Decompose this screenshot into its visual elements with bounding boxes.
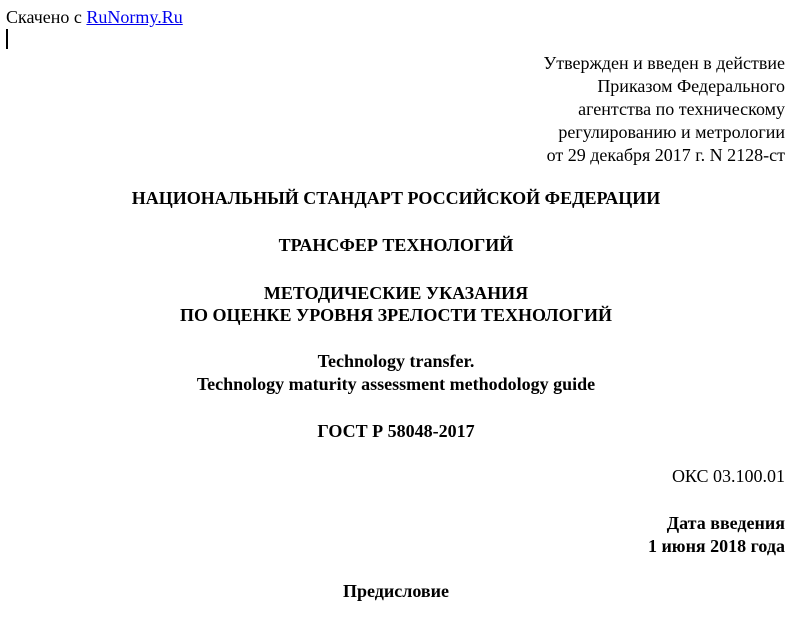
gost-designation: ГОСТ Р 58048-2017: [317, 421, 475, 441]
text-cursor: [6, 29, 8, 49]
approval-line: Утвержден и введен в действие: [543, 53, 785, 73]
source-link[interactable]: RuNormy.Ru: [86, 7, 183, 27]
english-title-line-2: Technology maturity assessment methodology guide: [196, 374, 596, 394]
title-line-2: ПО ОЦЕНКЕ УРОВНЯ ЗРЕЛОСТИ ТЕХНОЛОГИЙ: [179, 305, 613, 325]
standard-type-heading: НАЦИОНАЛЬНЫЙ СТАНДАРТ РОССИЙСКОЙ ФЕДЕРАЦИИ: [131, 188, 661, 208]
approval-line: агентства по техническому: [578, 99, 785, 119]
english-title-line-1: Technology transfer.: [317, 351, 475, 371]
topic-heading: ТРАНСФЕР ТЕХНОЛОГИЙ: [278, 235, 514, 255]
source-prefix: Скачено с: [6, 7, 87, 27]
approval-line: регулированию и метрологии: [558, 122, 785, 142]
title-line-1: МЕТОДИЧЕСКИЕ УКАЗАНИЯ: [263, 283, 529, 303]
approval-line: Приказом Федерального: [597, 76, 785, 96]
approval-block: [543, 52, 785, 167]
foreword-heading: Предисловие: [343, 581, 449, 601]
source-line: [6, 6, 183, 28]
approval-line: от 29 декабря 2017 г. N 2128-ст: [546, 145, 785, 165]
oks-code: ОКС 03.100.01: [671, 466, 785, 486]
introduction-date: 1 июня 2018 года: [647, 536, 785, 556]
introduction-date-label: Дата введения: [666, 513, 785, 533]
